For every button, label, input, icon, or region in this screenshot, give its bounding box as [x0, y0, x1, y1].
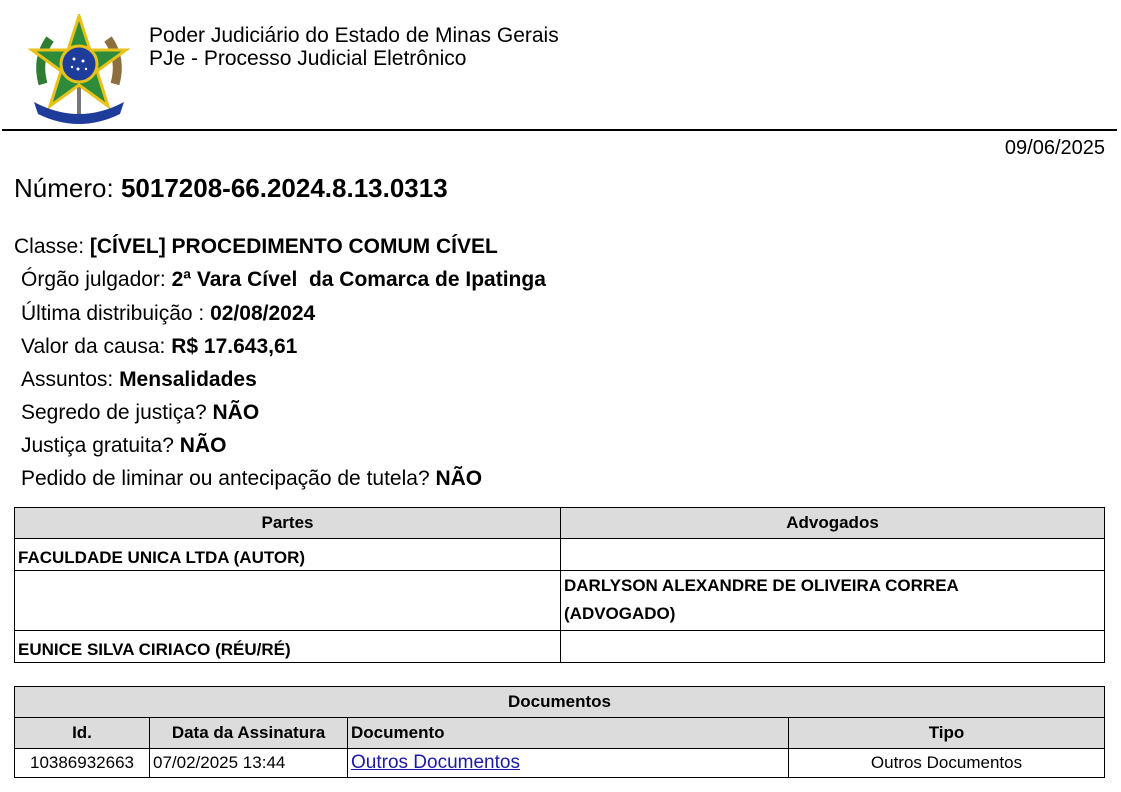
field-assuntos-value: Mensalidades: [119, 368, 257, 391]
lawyer-cell: [561, 539, 1105, 571]
party-cell: EUNICE SILVA CIRIACO (RÉU/RÉ): [15, 631, 561, 663]
process-number-value: 5017208-66.2024.8.13.0313: [120, 173, 448, 203]
field-liminar: [21, 467, 482, 491]
field-classe-label: Classe:: [14, 235, 85, 258]
table-row: [15, 571, 1105, 631]
parties-header-row: [15, 508, 1105, 539]
field-distribuicao: [21, 302, 315, 326]
parties-table: [14, 507, 1105, 663]
documents-table: [14, 686, 1105, 778]
court-line-2: PJe - Processo Judicial Eletrônico: [149, 47, 467, 70]
field-classe: [14, 235, 498, 259]
id-column-header: Id.: [15, 718, 150, 749]
document-name-cell: [348, 749, 789, 778]
document-link[interactable]: Outros Documentos: [351, 752, 520, 773]
field-classe-value: [CÍVEL] PROCEDIMENTO COMUM CÍVEL: [89, 235, 498, 258]
document-id-cell: 10386932663: [15, 749, 150, 778]
court-name: [149, 24, 559, 70]
parties-column-header: Partes: [15, 508, 561, 539]
type-column-header: Tipo: [789, 718, 1105, 749]
documents-title: Documentos: [15, 687, 1105, 718]
header-divider: [2, 129, 1117, 131]
field-assuntos-label: Assuntos:: [21, 368, 114, 391]
field-valor: [21, 335, 297, 359]
document-date-cell: 07/02/2025 13:44: [150, 749, 348, 778]
page-header: [0, 0, 1121, 131]
field-gratuita-label: Justiça gratuita?: [21, 434, 174, 457]
field-assuntos: [21, 368, 257, 392]
field-gratuita: [21, 434, 226, 458]
field-valor-label: Valor da causa:: [21, 335, 166, 358]
lawyer-cell: [561, 631, 1105, 663]
field-liminar-value: NÃO: [435, 467, 483, 490]
table-row: [15, 631, 1105, 663]
field-orgao: [21, 268, 546, 292]
lawyer-cell: DARLYSON ALEXANDRE DE OLIVEIRA CORREA (ADVOGADO): [561, 571, 1105, 631]
field-segredo-label: Segredo de justiça?: [21, 401, 207, 424]
brazil-coat-of-arms-icon: [28, 14, 130, 126]
table-row: [15, 539, 1105, 571]
field-gratuita-value: NÃO: [179, 434, 227, 457]
table-row: [15, 749, 1105, 778]
process-number-label: Número:: [14, 173, 114, 203]
documents-header-row: [15, 718, 1105, 749]
document-column-header: Documento: [348, 718, 789, 749]
party-cell: FACULDADE UNICA LTDA (AUTOR): [15, 539, 561, 571]
field-distribuicao-label: Última distribuição :: [21, 302, 205, 325]
field-distribuicao-value: 02/08/2024: [210, 302, 316, 325]
documents-title-row: [15, 687, 1105, 718]
field-orgao-value: 2ª Vara Cível da Comarca de Ipatinga: [171, 268, 546, 291]
court-line-1: Poder Judiciário do Estado de Minas Gerais: [149, 24, 559, 47]
field-valor-value: R$ 17.643,61: [171, 335, 298, 358]
date-column-header: Data da Assinatura: [150, 718, 348, 749]
process-number: [14, 173, 448, 204]
lawyers-column-header: Advogados: [561, 508, 1105, 539]
party-cell: [15, 571, 561, 631]
field-segredo-value: NÃO: [212, 401, 260, 424]
document-type-cell: Outros Documentos: [789, 749, 1105, 778]
field-liminar-label: Pedido de liminar ou antecipação de tutela?: [21, 467, 430, 490]
field-segredo: [21, 401, 259, 425]
field-orgao-label: Órgão julgador:: [21, 268, 166, 291]
document-date: 09/06/2025: [1004, 137, 1105, 159]
